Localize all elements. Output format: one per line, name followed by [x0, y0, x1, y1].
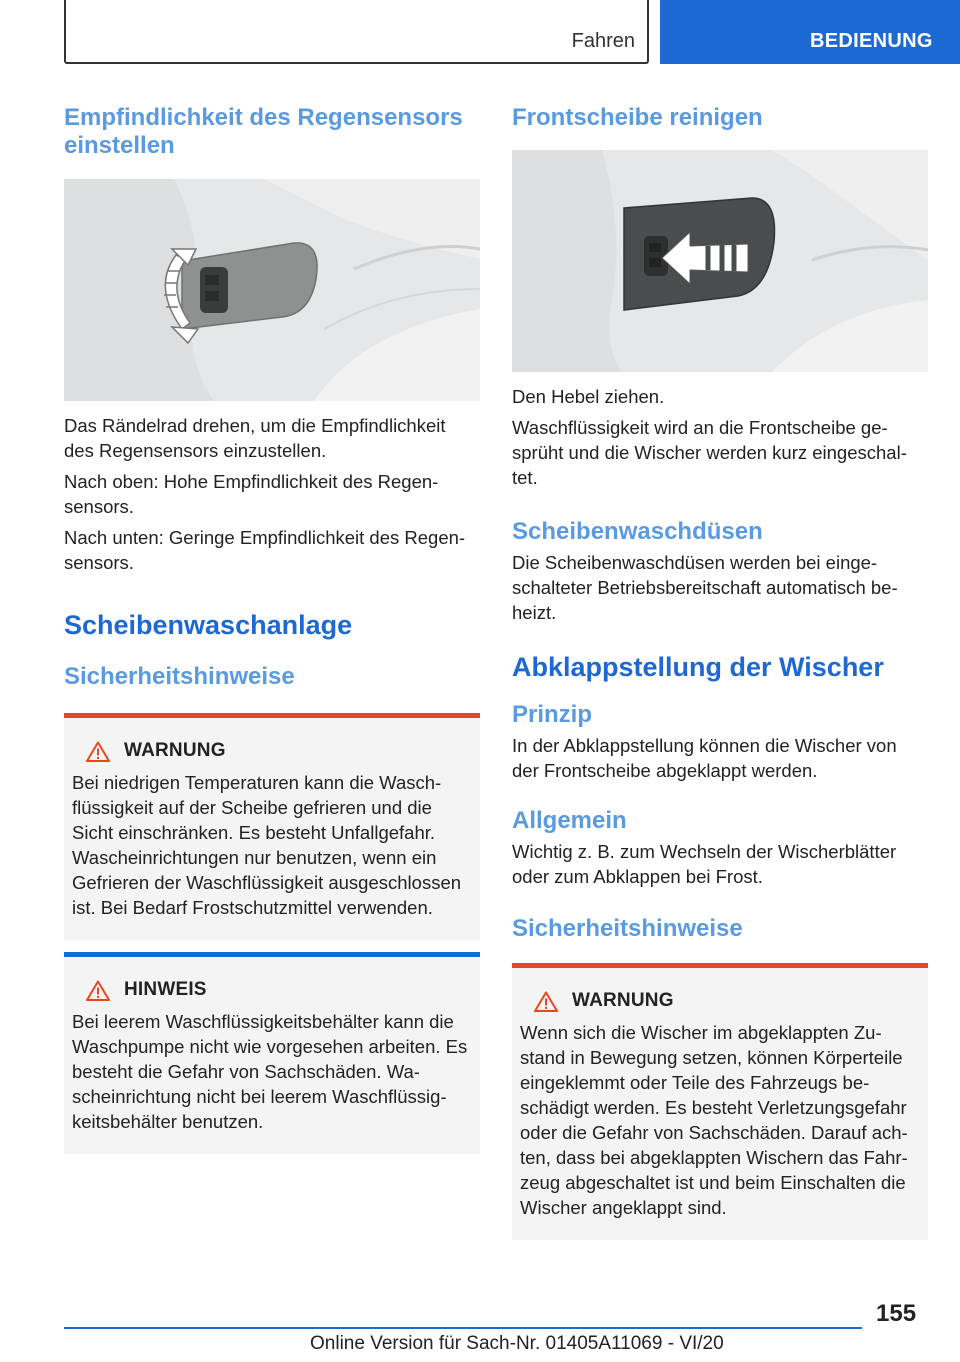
paragraph-clean-1: Den Hebel ziehen.	[512, 386, 665, 407]
figure-lever-pull	[512, 150, 928, 372]
notice-triangle-icon	[86, 980, 110, 1001]
warning-text-folded-wipers: Wenn sich die Wischer im abgeklappten Zu-stand in Bewegung setzen, können Körperteile eingeklemmt oder Teile des Fahrzeugs be-schädigt werden. Es besteht Verletzungsgefahr oder die Gefahr von Sachschäden. Darauf ach-ten, dass bei abgeklappten Wischern das Fahr-zeug abgeschaltet ist und beim Einschalten die Wischer angeklappt sind.	[520, 1022, 908, 1218]
warning-label: WARNUNG	[572, 990, 674, 1011]
heading-safety-right: Sicherheitshinweise	[512, 915, 743, 942]
header-chapter-tab	[660, 0, 960, 64]
warning-box-frost	[64, 713, 480, 940]
right-column	[512, 100, 928, 1240]
warning-triangle-icon	[534, 991, 558, 1012]
footer-online-version: Online Version für Sach-Nr. 01405A11069 - VI/20	[310, 1333, 724, 1354]
warning-triangle-icon	[86, 741, 110, 762]
heading-fold-position: Abklappstellung der Wischer	[512, 652, 884, 682]
footer-divider	[64, 1327, 862, 1329]
warning-box-folded-wipers	[512, 963, 928, 1240]
heading-clean-windscreen: Frontscheibe reinigen	[512, 104, 763, 131]
warning-label: WARNUNG	[124, 740, 226, 761]
page-number: 155	[876, 1300, 917, 1327]
heading-general: Allgemein	[512, 807, 627, 834]
left-column	[64, 100, 480, 1154]
header-section-tab	[64, 0, 649, 64]
paragraph-rain-2: Nach oben: Hohe Empfindlichkeit des Regen-sensors.	[64, 471, 439, 517]
notice-text-empty-tank: Bei leerem Waschflüssigkeitsbehälter kann die Waschpumpe nicht wie vorgesehen arbeiten. Es besteht die Gefahr von Sachschäden. Wa-scheinrichtung nicht bei leerem Waschflüssig-keitsbehälter benutzen.	[72, 1011, 468, 1132]
paragraph-clean-2: Waschflüssigkeit wird an die Frontscheibe ge-sprüht und die Wischer werden kurz eingeschal-tet.	[512, 417, 907, 488]
paragraph-rain-3: Nach unten: Geringe Empfindlichkeit des Regen-sensors.	[64, 527, 466, 573]
heading-rain-sensor: Empfindlichkeit des Regensensors einstellen	[64, 104, 463, 159]
paragraph-principle: In der Abklappstellung können die Wischer von der Frontscheibe abgeklappt werden.	[512, 735, 897, 781]
notice-label: HINWEIS	[124, 979, 207, 1000]
header-chapter-label: BEDIENUNG	[810, 30, 933, 52]
heading-principle: Prinzip	[512, 701, 593, 728]
heading-nozzles: Scheibenwaschdüsen	[512, 518, 763, 545]
warning-text-frost: Bei niedrigen Temperaturen kann die Wasch-flüssigkeit auf der Scheibe gefrieren und die Sicht einschränken. Es besteht Unfallgefahr. Wascheinrichtungen nur benutzen, wenn ein Gefrieren der Waschflüssigkeit ausgeschlossen ist. Bei Bedarf Frostschutzmittel verwenden.	[72, 772, 462, 918]
heading-washer-system: Scheibenwaschanlage	[64, 610, 353, 640]
paragraph-nozzles: Die Scheibenwaschdüsen werden bei einge-schalteter Betriebsbereitschaft automatisch be-heizt.	[512, 552, 898, 623]
notice-box-empty-tank	[64, 952, 480, 1154]
paragraph-general: Wichtig z. B. zum Wechseln der Wischerblätter oder zum Abklappen bei Frost.	[512, 841, 897, 887]
heading-safety-left: Sicherheitshinweise	[64, 663, 295, 690]
figure-thumbwheel	[64, 179, 480, 401]
header-section-label: Fahren	[571, 30, 635, 52]
paragraph-rain-1: Das Rändelrad drehen, um die Empfindlichkeit des Regensensors einzustellen.	[64, 415, 446, 461]
